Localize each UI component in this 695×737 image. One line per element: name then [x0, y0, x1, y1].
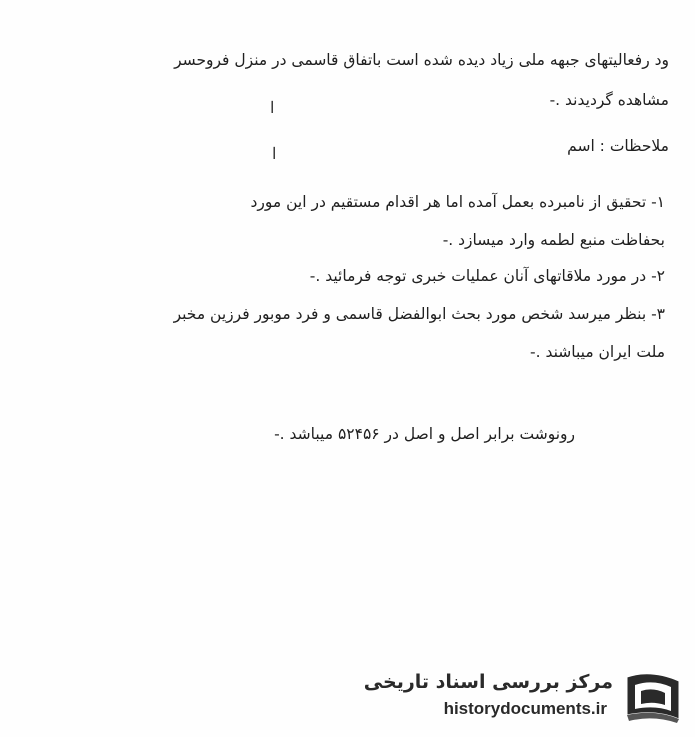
document-line-1: ود رفعالیتهای جبهه ملی زیاد دیده شده است باتفاق قاسمی در منزل فروحسر: [174, 51, 669, 69]
document-line-item-1-cont: بحفاظت منبع لطمه وارد میسازد .-: [442, 231, 665, 249]
watermark-title: مرکز بررسی اسناد تاریخی: [363, 671, 613, 693]
watermark-url: historydocuments.ir: [443, 699, 607, 718]
document-line-item-2: ۲- در مورد ملاقاتهای آنان عملیات خبری توجه فرمائید .-: [309, 267, 665, 285]
document-line-item-3: ۳- بنظر میرسد شخص مورد بحث ابوالفضل قاسمی و فرد موبور فرزین مخبر: [173, 305, 665, 323]
remarks-heading: ملاحظات : اسم: [567, 137, 669, 155]
archive-watermark: [363, 669, 685, 727]
document-line-2: مشاهده گردیدند .-: [549, 91, 669, 109]
margin-mark: ا: [270, 98, 275, 117]
document-line-item-3-cont: ملت ایران میباشند .-: [530, 343, 665, 361]
margin-mark: ا: [272, 144, 277, 163]
copy-certification-line: رونوشت برابر اصل و اصل در ۵۲۴۵۶ میباشد .-: [274, 425, 575, 443]
document-line-item-1: ۱- تحقیق از نامبرده بعمل آمده اما هر اقدام مستقیم در این مورد: [250, 193, 665, 211]
book-logo-icon: [621, 669, 685, 727]
